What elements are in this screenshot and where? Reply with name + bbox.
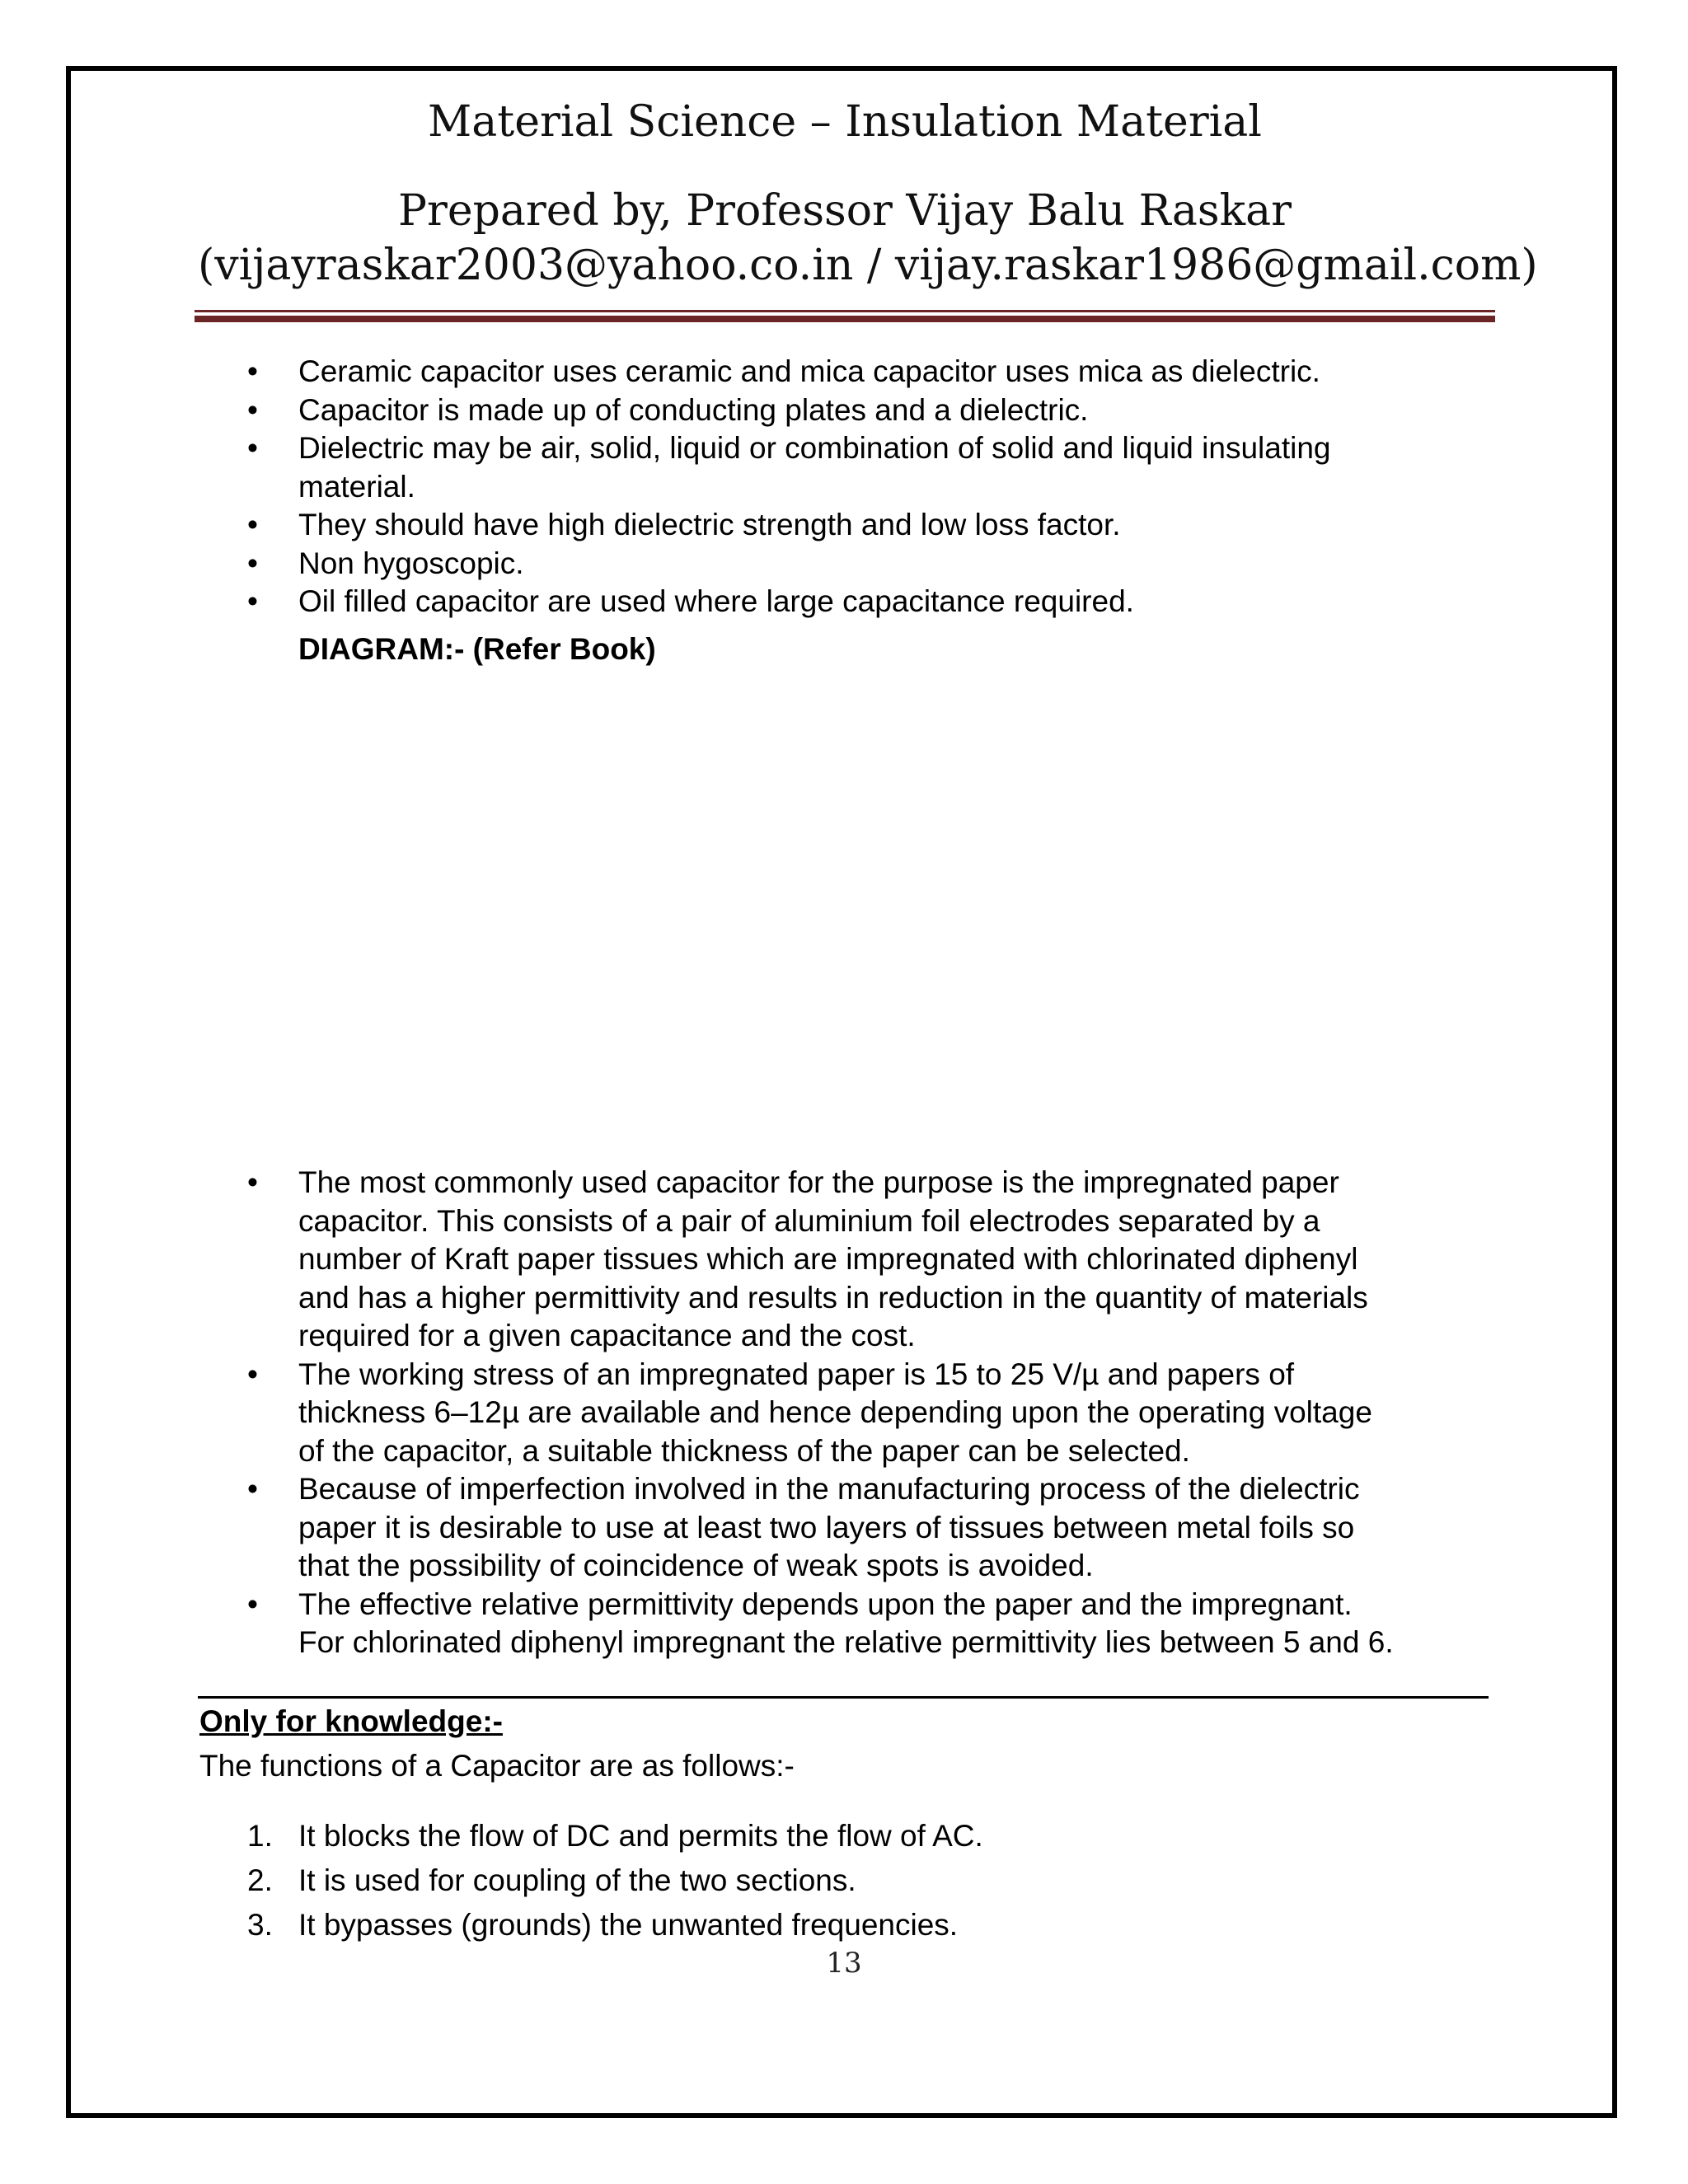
function-text: It blocks the flow of DC and permits the flow of AC. [298, 1819, 983, 1853]
function-number: 3. [247, 1908, 273, 1942]
list-item-line: The most commonly used capacitor for the purpose is the impregnated paper [298, 1165, 1339, 1199]
list-item [0, 1164, 1485, 1356]
section-divider [198, 1696, 1489, 1699]
author-emails: (vijayraskar2003@yahoo.co.in / vijay.raskar1986@gmail.com) [198, 241, 1538, 290]
bullet-icon: • [247, 431, 258, 465]
bullet-icon: • [247, 546, 258, 580]
bullet-icon: • [247, 354, 258, 388]
list-item-line: Dielectric may be air, solid, liquid or combination of solid and liquid insulating [298, 431, 1331, 465]
list-item-line: Ceramic capacitor uses ceramic and mica capacitor uses mica as dielectric. [298, 354, 1320, 388]
list-item-line: thickness 6–12µ are available and hence depending upon the operating voltage [298, 1395, 1372, 1429]
bullet-icon: • [247, 1472, 258, 1506]
list-item-line: Oil filled capacitor are used where large capacitance required. [298, 584, 1134, 618]
list-item [0, 1470, 1485, 1586]
author-line: Prepared by, Professor Vijay Balu Raskar [398, 186, 1292, 236]
document-title: Material Science – Insulation Material [428, 97, 1262, 147]
list-item-line: that the possibility of coincidence of weak spots is avoided. [298, 1549, 1094, 1582]
list-item-line: They should have high dielectric strength and low loss factor. [298, 508, 1121, 541]
functions-intro: The functions of a Capacitor are as follows:- [199, 1749, 795, 1783]
list-item-line: paper it is desirable to use at least two layers of tissues between metal foils so [298, 1510, 1355, 1544]
list-item-line: number of Kraft paper tissues which are impregnated with chlorinated diphenyl [298, 1242, 1358, 1276]
list-item [0, 506, 1485, 545]
list-item [0, 1586, 1485, 1662]
diagram-label: DIAGRAM:- (Refer Book) [298, 632, 656, 666]
bullet-icon: • [247, 1165, 258, 1199]
bullet-list-paper-capacitor [0, 1164, 1485, 1662]
function-text: It is used for coupling of the two sections. [298, 1863, 856, 1897]
function-item [0, 1817, 983, 1862]
bullet-icon: • [247, 392, 258, 427]
page-number: 13 [826, 1947, 862, 1980]
list-item [0, 391, 1485, 430]
functions-list [0, 1817, 983, 1951]
list-item-line: Because of imperfection involved in the manufacturing process of the dielectric [298, 1472, 1360, 1506]
list-item-line: For chlorinated diphenyl impregnant the relative permittivity lies between 5 and 6. [298, 1625, 1394, 1659]
list-item [0, 353, 1485, 391]
list-item [0, 1356, 1485, 1471]
list-item-line: capacitor. This consists of a pair of aluminium foil electrodes separated by a [298, 1203, 1320, 1238]
list-item-line: material. [298, 469, 415, 504]
header-divider-thick [195, 316, 1495, 322]
bullet-icon: • [247, 1357, 258, 1391]
list-item [0, 583, 1485, 621]
function-item [0, 1906, 983, 1951]
bullet-list-capacitor-basics [0, 353, 1485, 621]
list-item-line: required for a given capacitance and the cost. [298, 1319, 916, 1352]
function-text: It bypasses (grounds) the unwanted frequencies. [298, 1908, 959, 1942]
list-item-line: of the capacitor, a suitable thickness of the paper can be selected. [298, 1433, 1190, 1468]
bullet-icon: • [247, 1586, 258, 1621]
header-divider-thin [195, 310, 1495, 312]
list-item-line: Non hygoscopic. [298, 546, 524, 580]
bullet-icon: • [247, 584, 258, 618]
function-number: 2. [247, 1863, 273, 1897]
function-item [0, 1862, 983, 1906]
knowledge-heading: Only for knowledge:- [199, 1704, 503, 1738]
list-item [0, 545, 1485, 583]
list-item-line: and has a higher permittivity and results in reduction in the quantity of materials [298, 1280, 1368, 1315]
list-item [0, 429, 1485, 506]
list-item-line: The effective relative permittivity depends upon the paper and the impregnant. [298, 1586, 1353, 1621]
list-item-line: Capacitor is made up of conducting plates and a dielectric. [298, 392, 1089, 427]
bullet-icon: • [247, 508, 258, 541]
list-item-line: The working stress of an impregnated paper is 15 to 25 V/µ and papers of [298, 1357, 1295, 1391]
function-number: 1. [247, 1819, 273, 1853]
